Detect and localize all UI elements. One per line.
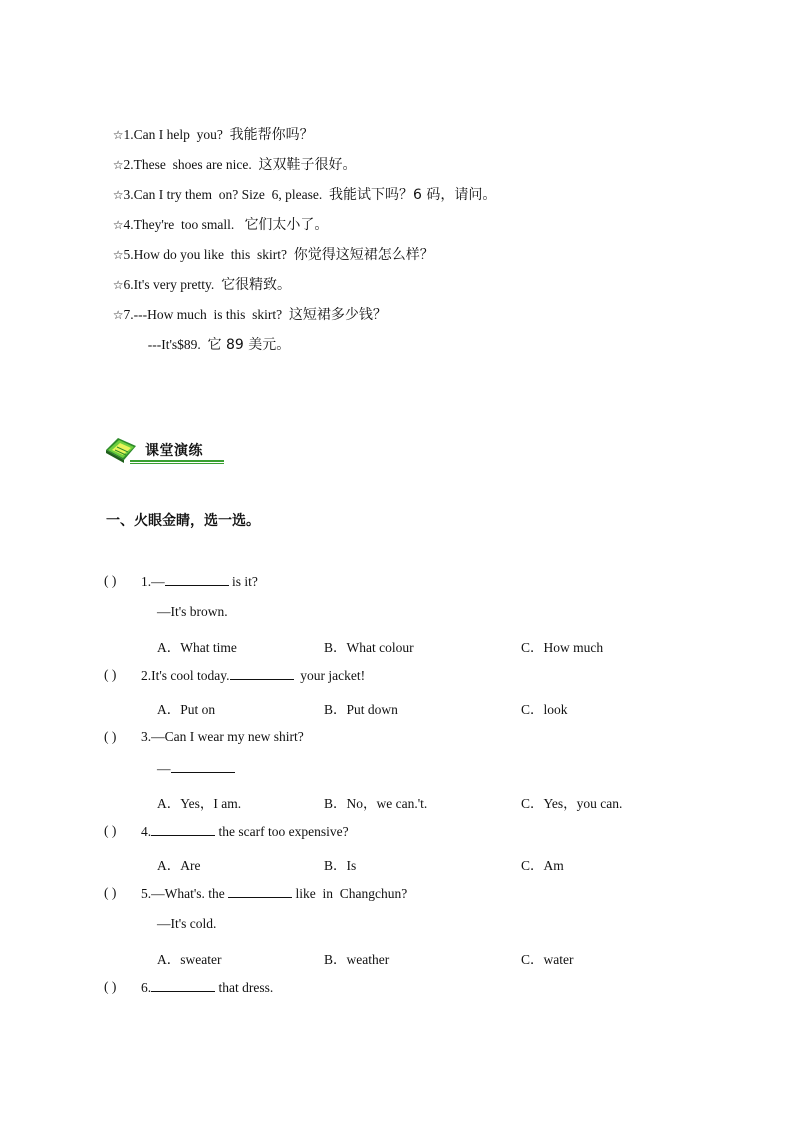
question-text: 2.It's cool today. (141, 668, 230, 683)
answer-paren[interactable]: ( ) (104, 573, 117, 588)
answer-paren[interactable]: ( ) (104, 823, 117, 838)
star-icon: ☆ (112, 128, 124, 142)
question-5 (141, 885, 407, 902)
question-text: 6. (141, 980, 152, 995)
banner-underline-thin (130, 463, 224, 464)
option-c[interactable]: C．Am (521, 858, 564, 873)
sentence-en: 1.Can I help you? (123, 127, 230, 142)
dash: — (157, 761, 171, 776)
sentence-en: 2.These shoes are nice. (123, 157, 259, 172)
option-b[interactable]: B．No，we can.'t. (324, 796, 428, 811)
sentence-cn: 这短裙多少钱？ (288, 307, 387, 323)
option-c[interactable]: C．How much (521, 640, 604, 655)
question-text: 5.—What's. the (141, 886, 229, 901)
question-text: 4. (141, 824, 152, 839)
sentence-cn: 你觉得这短裙怎么样？ (293, 247, 434, 263)
sentence-cn: 它们太小了。 (244, 217, 329, 233)
option-c[interactable]: C．look (521, 702, 568, 717)
answer-blank[interactable] (230, 667, 294, 680)
sentence-cn: 我能帮你吗？ (229, 127, 314, 143)
question-3-response (157, 760, 235, 777)
option-b[interactable]: B．weather (324, 952, 390, 967)
question-text-after: that dress. (215, 980, 274, 995)
option-a[interactable]: A．sweater (157, 952, 222, 967)
question-text: 1.— (141, 574, 165, 589)
question-3: 3.—Can I wear my new shirt? (141, 729, 304, 744)
option-c[interactable]: C．water (521, 952, 574, 967)
option-b[interactable]: B．Is (324, 858, 357, 873)
star-icon: ☆ (112, 278, 124, 292)
answer-en: ---It's$89. (147, 337, 208, 352)
section-banner (104, 432, 224, 466)
sentence-cn: 它很精致。 (221, 277, 292, 293)
sentence-cn: 这双鞋子很好。 (258, 157, 357, 173)
sentence-en: 7.---How much is this skirt? (123, 307, 289, 322)
answer-blank[interactable] (171, 760, 235, 773)
answer-cn: 它 89 美元。 (207, 337, 291, 353)
option-a[interactable]: A．Put on (157, 702, 216, 717)
sentence-cn: 我能试下吗？6 码，请问。 (328, 187, 497, 203)
question-text-after: the scarf too expensive? (215, 824, 349, 839)
answer-blank[interactable] (165, 573, 229, 586)
star-icon: ☆ (112, 308, 124, 322)
option-c[interactable]: C．Yes，you can. (521, 796, 623, 811)
question-1 (141, 573, 258, 590)
answer-line (141, 318, 290, 354)
sentence-en: 5.How do you like this skirt? (123, 247, 294, 262)
option-b[interactable]: B．Put down (324, 702, 398, 717)
question-1-response: —It's brown. (157, 604, 228, 619)
option-a[interactable]: A．What time (157, 640, 237, 655)
answer-paren[interactable]: ( ) (104, 667, 117, 682)
question-text-after: like in Changchun? (292, 886, 408, 901)
question-6 (141, 979, 273, 996)
star-icon: ☆ (112, 218, 124, 232)
answer-paren[interactable]: ( ) (104, 729, 117, 744)
part-heading: 一、火眼金睛，选一选。 (106, 513, 260, 529)
question-2 (141, 667, 365, 684)
answer-blank[interactable] (151, 979, 215, 992)
option-a[interactable]: A．Yes，I am. (157, 796, 242, 811)
sentence-en: 6.It's very pretty. (123, 277, 222, 292)
option-a[interactable]: A．Are (157, 858, 201, 873)
star-icon: ☆ (112, 188, 124, 202)
section-title: 课堂演练 (145, 443, 203, 459)
answer-blank[interactable] (151, 823, 215, 836)
answer-paren[interactable]: ( ) (104, 979, 117, 994)
star-icon: ☆ (112, 248, 124, 262)
question-text-after: is it? (228, 574, 258, 589)
sentence-en: 4.They're too small. (123, 217, 245, 232)
question-4 (141, 823, 349, 840)
banner-underline (130, 460, 224, 462)
question-text-after: your jacket! (293, 668, 366, 683)
sentence-en: 3.Can I try them on? Size 6, please. (123, 187, 329, 202)
option-b[interactable]: B．What colour (324, 640, 414, 655)
star-icon: ☆ (112, 158, 124, 172)
question-5-response: —It's cold. (157, 916, 217, 931)
answer-blank[interactable] (228, 885, 292, 898)
answer-paren[interactable]: ( ) (104, 885, 117, 900)
